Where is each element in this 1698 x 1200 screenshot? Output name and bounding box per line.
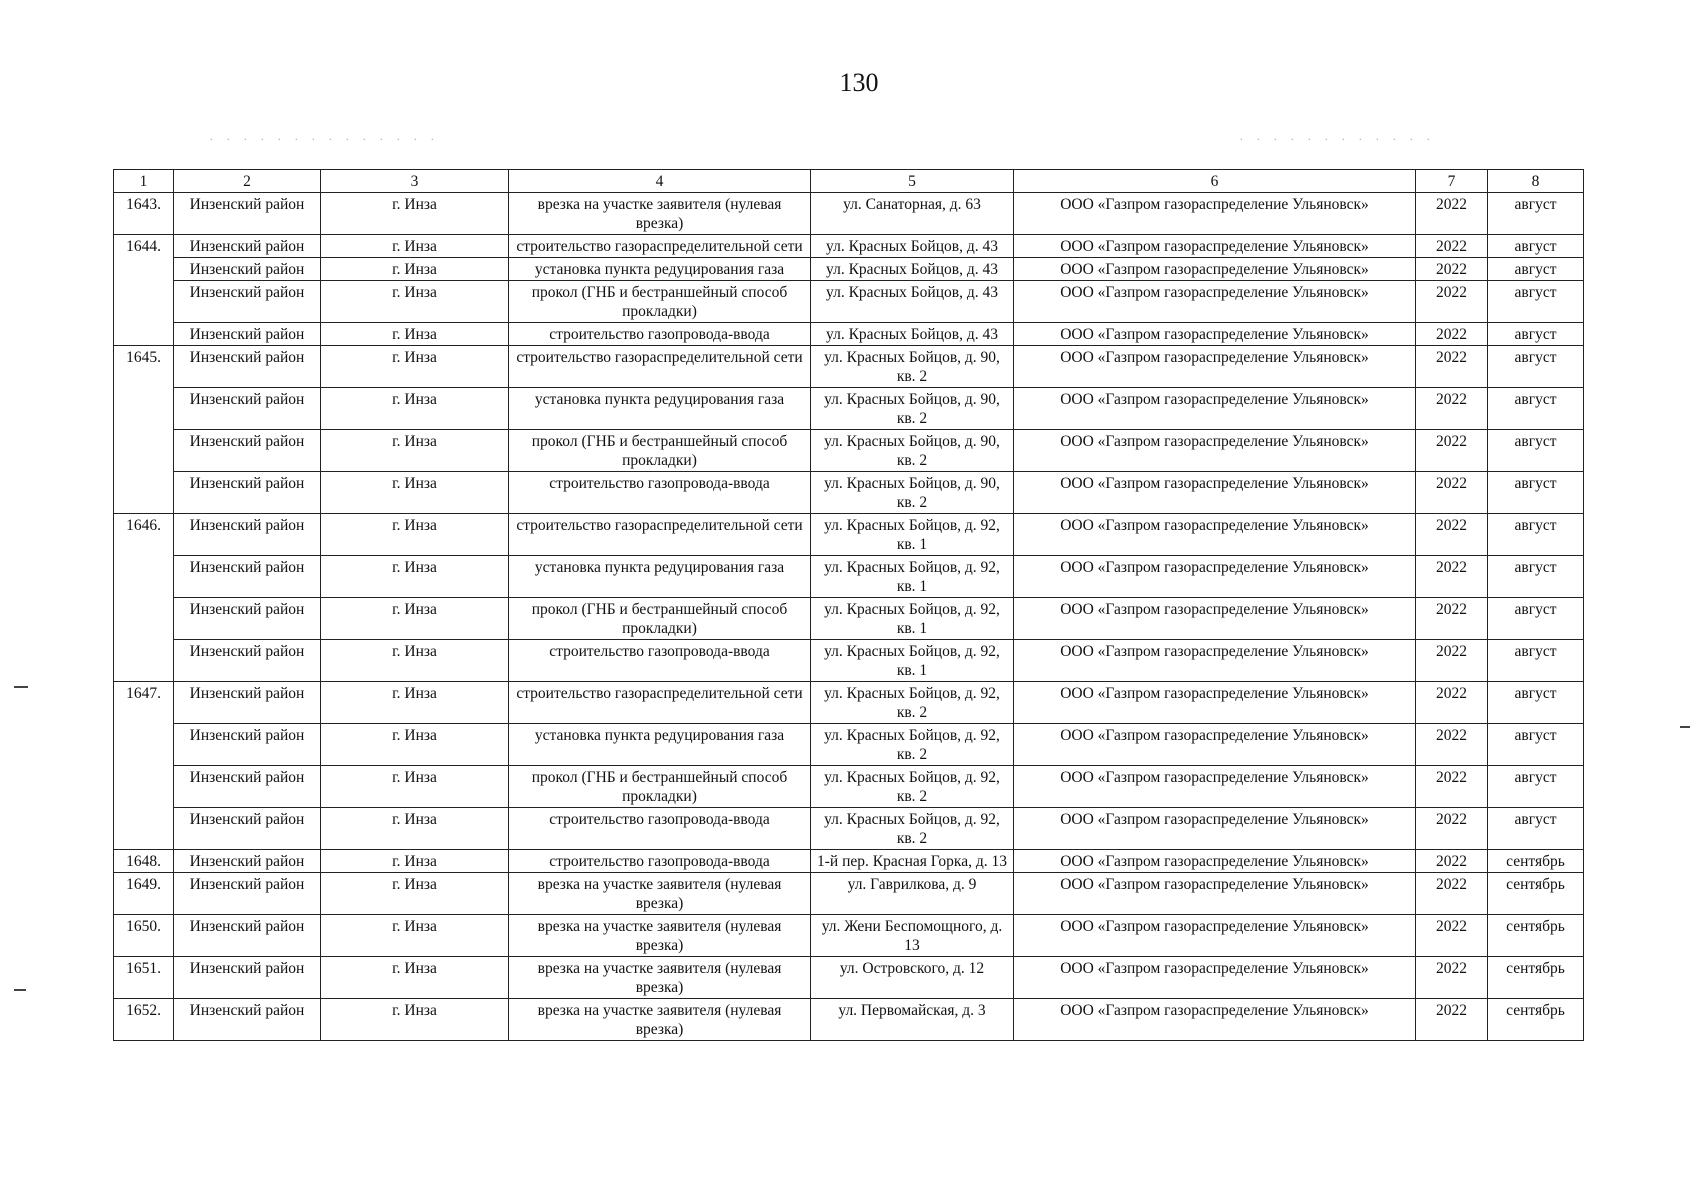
table-row xyxy=(114,915,1584,957)
year-cell: 2022 xyxy=(1416,346,1488,388)
locality-cell: г. Инза xyxy=(321,957,509,999)
month-cell: август xyxy=(1488,766,1584,808)
locality-cell: г. Инза xyxy=(321,472,509,514)
month-cell: сентябрь xyxy=(1488,957,1584,999)
district-cell: Инзенский район xyxy=(174,766,321,808)
register-table xyxy=(113,169,1584,1041)
address-cell: ул. Красных Бойцов, д. 43 xyxy=(811,258,1014,281)
row-number-cell: 1648. xyxy=(114,850,174,873)
organization-cell: ООО «Газпром газораспределение Ульяновск» xyxy=(1014,430,1416,472)
address-cell: ул. Красных Бойцов, д. 92, кв. 1 xyxy=(811,514,1014,556)
locality-cell: г. Инза xyxy=(321,850,509,873)
locality-cell: г. Инза xyxy=(321,388,509,430)
work-type-cell: установка пункта редуцирования газа xyxy=(509,258,811,281)
month-cell: август xyxy=(1488,598,1584,640)
table-row xyxy=(114,258,1584,281)
table-body xyxy=(114,193,1584,1041)
address-cell: ул. Островского, д. 12 xyxy=(811,957,1014,999)
work-type-cell: прокол (ГНБ и бестраншейный способ прокладки) xyxy=(509,430,811,472)
district-cell: Инзенский район xyxy=(174,235,321,258)
district-cell: Инзенский район xyxy=(174,556,321,598)
district-cell: Инзенский район xyxy=(174,472,321,514)
organization-cell: ООО «Газпром газораспределение Ульяновск» xyxy=(1014,724,1416,766)
address-cell: ул. Жени Беспомощного, д. 13 xyxy=(811,915,1014,957)
year-cell: 2022 xyxy=(1416,193,1488,235)
month-cell: август xyxy=(1488,556,1584,598)
locality-cell: г. Инза xyxy=(321,323,509,346)
year-cell: 2022 xyxy=(1416,323,1488,346)
district-cell: Инзенский район xyxy=(174,915,321,957)
locality-cell: г. Инза xyxy=(321,999,509,1041)
table-row xyxy=(114,514,1584,556)
work-type-cell: строительство газопровода-ввода xyxy=(509,640,811,682)
address-cell: ул. Красных Бойцов, д. 43 xyxy=(811,281,1014,323)
organization-cell: ООО «Газпром газораспределение Ульяновск» xyxy=(1014,850,1416,873)
district-cell: Инзенский район xyxy=(174,281,321,323)
row-number-cell: 1645. xyxy=(114,346,174,514)
month-cell: август xyxy=(1488,193,1584,235)
locality-cell: г. Инза xyxy=(321,724,509,766)
table-row xyxy=(114,323,1584,346)
address-cell: ул. Красных Бойцов, д. 92, кв. 2 xyxy=(811,766,1014,808)
header-cell: 6 xyxy=(1014,170,1416,193)
year-cell: 2022 xyxy=(1416,808,1488,850)
table-row xyxy=(114,850,1584,873)
margin-mark xyxy=(1680,726,1690,728)
table-row xyxy=(114,766,1584,808)
organization-cell: ООО «Газпром газораспределение Ульяновск» xyxy=(1014,235,1416,258)
work-type-cell: строительство газопровода-ввода xyxy=(509,472,811,514)
header-cell: 7 xyxy=(1416,170,1488,193)
month-cell: август xyxy=(1488,682,1584,724)
organization-cell: ООО «Газпром газораспределение Ульяновск» xyxy=(1014,472,1416,514)
district-cell: Инзенский район xyxy=(174,430,321,472)
organization-cell: ООО «Газпром газораспределение Ульяновск» xyxy=(1014,682,1416,724)
locality-cell: г. Инза xyxy=(321,682,509,724)
work-type-cell: врезка на участке заявителя (нулевая врезка) xyxy=(509,873,811,915)
address-cell: ул. Гаврилкова, д. 9 xyxy=(811,873,1014,915)
locality-cell: г. Инза xyxy=(321,514,509,556)
year-cell: 2022 xyxy=(1416,472,1488,514)
district-cell: Инзенский район xyxy=(174,258,321,281)
table-row xyxy=(114,193,1584,235)
organization-cell: ООО «Газпром газораспределение Ульяновск» xyxy=(1014,915,1416,957)
address-cell: ул. Красных Бойцов, д. 92, кв. 1 xyxy=(811,556,1014,598)
year-cell: 2022 xyxy=(1416,850,1488,873)
locality-cell: г. Инза xyxy=(321,915,509,957)
work-type-cell: врезка на участке заявителя (нулевая врезка) xyxy=(509,999,811,1041)
row-number-cell: 1646. xyxy=(114,514,174,682)
row-number-cell: 1649. xyxy=(114,873,174,915)
district-cell: Инзенский район xyxy=(174,999,321,1041)
year-cell: 2022 xyxy=(1416,514,1488,556)
district-cell: Инзенский район xyxy=(174,957,321,999)
month-cell: август xyxy=(1488,808,1584,850)
work-type-cell: врезка на участке заявителя (нулевая врезка) xyxy=(509,957,811,999)
work-type-cell: строительство газораспределительной сети xyxy=(509,346,811,388)
organization-cell: ООО «Газпром газораспределение Ульяновск» xyxy=(1014,640,1416,682)
address-cell: ул. Красных Бойцов, д. 43 xyxy=(811,323,1014,346)
work-type-cell: установка пункта редуцирования газа xyxy=(509,556,811,598)
locality-cell: г. Инза xyxy=(321,258,509,281)
row-number-cell: 1650. xyxy=(114,915,174,957)
locality-cell: г. Инза xyxy=(321,193,509,235)
table-row xyxy=(114,598,1584,640)
locality-cell: г. Инза xyxy=(321,430,509,472)
address-cell: 1-й пер. Красная Горка, д. 13 xyxy=(811,850,1014,873)
address-cell: ул. Красных Бойцов, д. 92, кв. 2 xyxy=(811,724,1014,766)
locality-cell: г. Инза xyxy=(321,808,509,850)
district-cell: Инзенский район xyxy=(174,388,321,430)
month-cell: август xyxy=(1488,430,1584,472)
address-cell: ул. Красных Бойцов, д. 90, кв. 2 xyxy=(811,430,1014,472)
month-cell: август xyxy=(1488,258,1584,281)
work-type-cell: установка пункта редуцирования газа xyxy=(509,724,811,766)
table-row xyxy=(114,388,1584,430)
month-cell: август xyxy=(1488,724,1584,766)
year-cell: 2022 xyxy=(1416,873,1488,915)
month-cell: август xyxy=(1488,640,1584,682)
month-cell: август xyxy=(1488,346,1584,388)
table-row xyxy=(114,682,1584,724)
row-number-cell: 1647. xyxy=(114,682,174,850)
locality-cell: г. Инза xyxy=(321,235,509,258)
organization-cell: ООО «Газпром газораспределение Ульяновск» xyxy=(1014,281,1416,323)
scan-dots: . . . . . . . . . . . . . . xyxy=(210,132,440,143)
address-cell: ул. Красных Бойцов, д. 92, кв. 1 xyxy=(811,598,1014,640)
year-cell: 2022 xyxy=(1416,957,1488,999)
year-cell: 2022 xyxy=(1416,640,1488,682)
table-row xyxy=(114,640,1584,682)
district-cell: Инзенский район xyxy=(174,850,321,873)
work-type-cell: прокол (ГНБ и бестраншейный способ прокладки) xyxy=(509,281,811,323)
header-cell: 1 xyxy=(114,170,174,193)
organization-cell: ООО «Газпром газораспределение Ульяновск» xyxy=(1014,598,1416,640)
row-number-cell: 1652. xyxy=(114,999,174,1041)
organization-cell: ООО «Газпром газораспределение Ульяновск» xyxy=(1014,346,1416,388)
address-cell: ул. Красных Бойцов, д. 90, кв. 2 xyxy=(811,346,1014,388)
month-cell: август xyxy=(1488,235,1584,258)
header-cell: 2 xyxy=(174,170,321,193)
district-cell: Инзенский район xyxy=(174,873,321,915)
locality-cell: г. Инза xyxy=(321,346,509,388)
locality-cell: г. Инза xyxy=(321,766,509,808)
work-type-cell: строительство газопровода-ввода xyxy=(509,323,811,346)
table-row xyxy=(114,472,1584,514)
organization-cell: ООО «Газпром газораспределение Ульяновск» xyxy=(1014,999,1416,1041)
address-cell: ул. Красных Бойцов, д. 92, кв. 2 xyxy=(811,682,1014,724)
header-cell: 5 xyxy=(811,170,1014,193)
address-cell: ул. Красных Бойцов, д. 90, кв. 2 xyxy=(811,388,1014,430)
address-cell: ул. Красных Бойцов, д. 92, кв. 2 xyxy=(811,808,1014,850)
page-number: 130 xyxy=(839,68,879,97)
locality-cell: г. Инза xyxy=(321,873,509,915)
table-row xyxy=(114,873,1584,915)
year-cell: 2022 xyxy=(1416,556,1488,598)
work-type-cell: прокол (ГНБ и бестраншейный способ прокладки) xyxy=(509,766,811,808)
year-cell: 2022 xyxy=(1416,682,1488,724)
margin-mark xyxy=(14,686,28,688)
scan-dots: . . . . . . . . . . . . xyxy=(1240,132,1436,143)
address-cell: ул. Красных Бойцов, д. 90, кв. 2 xyxy=(811,472,1014,514)
organization-cell: ООО «Газпром газораспределение Ульяновск» xyxy=(1014,766,1416,808)
month-cell: сентябрь xyxy=(1488,850,1584,873)
organization-cell: ООО «Газпром газораспределение Ульяновск» xyxy=(1014,258,1416,281)
year-cell: 2022 xyxy=(1416,724,1488,766)
organization-cell: ООО «Газпром газораспределение Ульяновск» xyxy=(1014,808,1416,850)
year-cell: 2022 xyxy=(1416,430,1488,472)
locality-cell: г. Инза xyxy=(321,598,509,640)
month-cell: сентябрь xyxy=(1488,873,1584,915)
month-cell: сентябрь xyxy=(1488,915,1584,957)
work-type-cell: врезка на участке заявителя (нулевая врезка) xyxy=(509,915,811,957)
work-type-cell: врезка на участке заявителя (нулевая врезка) xyxy=(509,193,811,235)
district-cell: Инзенский район xyxy=(174,640,321,682)
year-cell: 2022 xyxy=(1416,235,1488,258)
work-type-cell: строительство газопровода-ввода xyxy=(509,808,811,850)
table-row xyxy=(114,281,1584,323)
organization-cell: ООО «Газпром газораспределение Ульяновск» xyxy=(1014,514,1416,556)
header-cell: 3 xyxy=(321,170,509,193)
district-cell: Инзенский район xyxy=(174,724,321,766)
margin-mark xyxy=(14,989,26,991)
work-type-cell: строительство газопровода-ввода xyxy=(509,850,811,873)
table-row xyxy=(114,235,1584,258)
address-cell: ул. Красных Бойцов, д. 92, кв. 1 xyxy=(811,640,1014,682)
month-cell: август xyxy=(1488,323,1584,346)
month-cell: август xyxy=(1488,472,1584,514)
table-row xyxy=(114,957,1584,999)
table-row xyxy=(114,430,1584,472)
year-cell: 2022 xyxy=(1416,388,1488,430)
work-type-cell: строительство газораспределительной сети xyxy=(509,682,811,724)
year-cell: 2022 xyxy=(1416,999,1488,1041)
work-type-cell: установка пункта редуцирования газа xyxy=(509,388,811,430)
year-cell: 2022 xyxy=(1416,766,1488,808)
work-type-cell: строительство газораспределительной сети xyxy=(509,514,811,556)
table-row xyxy=(114,556,1584,598)
month-cell: сентябрь xyxy=(1488,999,1584,1041)
header-cell: 4 xyxy=(509,170,811,193)
address-cell: ул. Красных Бойцов, д. 43 xyxy=(811,235,1014,258)
address-cell: ул. Санаторная, д. 63 xyxy=(811,193,1014,235)
row-number-cell: 1651. xyxy=(114,957,174,999)
district-cell: Инзенский район xyxy=(174,346,321,388)
row-number-cell: 1644. xyxy=(114,235,174,346)
locality-cell: г. Инза xyxy=(321,281,509,323)
organization-cell: ООО «Газпром газораспределение Ульяновск» xyxy=(1014,193,1416,235)
year-cell: 2022 xyxy=(1416,915,1488,957)
header-row xyxy=(114,170,1584,193)
organization-cell: ООО «Газпром газораспределение Ульяновск» xyxy=(1014,556,1416,598)
locality-cell: г. Инза xyxy=(321,640,509,682)
month-cell: август xyxy=(1488,388,1584,430)
table-row xyxy=(114,724,1584,766)
table-row xyxy=(114,346,1584,388)
address-cell: ул. Первомайская, д. 3 xyxy=(811,999,1014,1041)
header-cell: 8 xyxy=(1488,170,1584,193)
row-number-cell: 1643. xyxy=(114,193,174,235)
table-row xyxy=(114,808,1584,850)
organization-cell: ООО «Газпром газораспределение Ульяновск» xyxy=(1014,957,1416,999)
district-cell: Инзенский район xyxy=(174,598,321,640)
year-cell: 2022 xyxy=(1416,598,1488,640)
organization-cell: ООО «Газпром газораспределение Ульяновск» xyxy=(1014,323,1416,346)
organization-cell: ООО «Газпром газораспределение Ульяновск» xyxy=(1014,388,1416,430)
year-cell: 2022 xyxy=(1416,281,1488,323)
organization-cell: ООО «Газпром газораспределение Ульяновск» xyxy=(1014,873,1416,915)
district-cell: Инзенский район xyxy=(174,514,321,556)
month-cell: август xyxy=(1488,281,1584,323)
district-cell: Инзенский район xyxy=(174,808,321,850)
work-type-cell: строительство газораспределительной сети xyxy=(509,235,811,258)
district-cell: Инзенский район xyxy=(174,682,321,724)
locality-cell: г. Инза xyxy=(321,556,509,598)
table-row xyxy=(114,999,1584,1041)
year-cell: 2022 xyxy=(1416,258,1488,281)
work-type-cell: прокол (ГНБ и бестраншейный способ прокладки) xyxy=(509,598,811,640)
district-cell: Инзенский район xyxy=(174,323,321,346)
month-cell: август xyxy=(1488,514,1584,556)
district-cell: Инзенский район xyxy=(174,193,321,235)
